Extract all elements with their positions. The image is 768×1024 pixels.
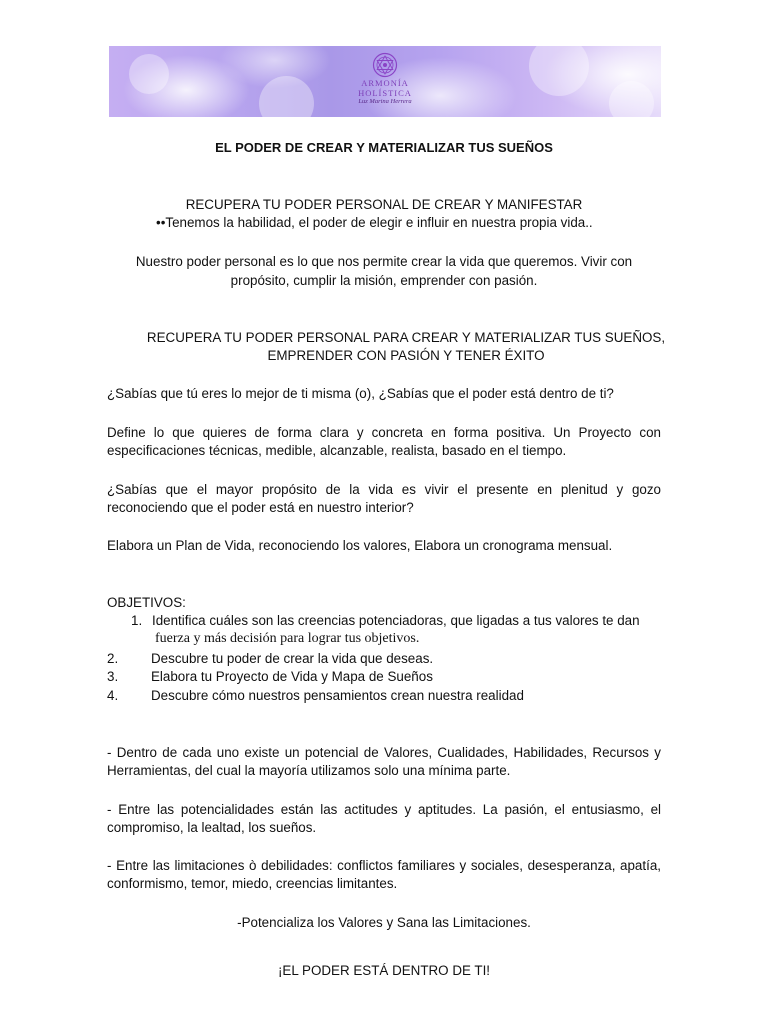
logo-signature: Luz Marina Herrera — [358, 98, 412, 105]
objective-text: Descubre tu poder de crear la vida que deseas. — [151, 651, 434, 666]
objective-item — [0, 668, 768, 686]
logo-title-line1: ARMONÍA — [361, 78, 409, 88]
paragraph-1: ¿Sabías que tú eres lo mejor de ti misma (o), ¿Sabías que el poder está dentro de ti? — [107, 386, 614, 401]
document-title: EL PODER DE CREAR Y MATERIALIZAR TUS SUEÑOS — [215, 140, 553, 155]
detail-paragraph-1: - Dentro de cada uno existe un potencial de Valores, Cualidades, Habilidades, Recursos y Herramientas, del cual la mayoría utilizamos solo una mínima parte. — [107, 745, 661, 778]
section2-heading-line2: EMPRENDER CON PASIÓN Y TENER ÉXITO — [267, 348, 545, 363]
brand-logo — [349, 52, 421, 114]
objective-text: Elabora tu Proyecto de Vida y Mapa de Sueños — [151, 669, 433, 684]
objective-item — [0, 687, 768, 705]
objective-text-continuation: fuerza y más decisión para lograr tus objetivos. — [155, 631, 420, 646]
objective-number: 1. — [131, 613, 143, 628]
sacred-geometry-icon — [372, 52, 398, 78]
detail-paragraph-2: - Entre las potencialidades están las actitudes y aptitudes. La pasión, el entusiasmo, el compromiso, la lealtad, los sueños. — [107, 802, 661, 835]
section1-bullet-line: ••Tenemos la habilidad, el poder de elegir e influir en nuestra propia vida.. — [156, 215, 593, 230]
section1-paragraph-line2: propósito, cumplir la misión, emprender con pasión. — [230, 273, 538, 288]
objective-item — [0, 650, 768, 668]
paragraph-3: ¿Sabías que el mayor propósito de la vida es vivir el presente en plenitud y gozo reconociendo que el poder está en nuestro interior? — [107, 482, 661, 515]
closing-line-1: -Potencializa los Valores y Sana las Limitaciones. — [237, 915, 531, 930]
objective-text: Descubre cómo nuestros pensamientos crean nuestra realidad — [151, 688, 524, 703]
objective-number: 3. — [107, 669, 119, 684]
objective-text: Identifica cuáles son las creencias potenciadoras, que ligadas a tus valores te dan — [152, 613, 640, 628]
bokeh-decoration — [529, 46, 589, 96]
bokeh-decoration — [259, 76, 314, 117]
bokeh-decoration — [609, 81, 654, 117]
objectives-label: OBJETIVOS: — [107, 595, 186, 610]
header-banner — [109, 46, 661, 117]
paragraph-4: Elabora un Plan de Vida, reconociendo los valores, Elabora un cronograma mensual. — [107, 538, 613, 553]
section1-paragraph-line1: Nuestro poder personal es lo que nos permite crear la vida que queremos. Vivir con — [135, 254, 633, 269]
objective-number: 4. — [107, 688, 119, 703]
logo-title-line2: HOLÍSTICA — [358, 88, 412, 98]
detail-paragraph-3: - Entre las limitaciones ò debilidades: conflictos familiares y sociales, desesperanza, apatía, conformismo, temor, miedo, creencias limitantes. — [107, 858, 661, 891]
paragraph-2: Define lo que quieres de forma clara y concreta en forma positiva. Un Proyecto con especificaciones técnicas, medible, alcanzable, realista, basado en el tiempo. — [107, 425, 661, 458]
closing-line-2: ¡EL PODER ESTÁ DENTRO DE TI! — [277, 963, 491, 978]
section2-heading-line1: RECUPERA TU PODER PERSONAL PARA CREAR Y MATERIALIZAR TUS SUEÑOS, — [146, 330, 666, 345]
bokeh-decoration — [129, 54, 169, 94]
objective-item — [0, 612, 768, 630]
section1-heading: RECUPERA TU PODER PERSONAL DE CREAR Y MANIFESTAR — [185, 197, 583, 212]
objective-number: 2. — [107, 651, 119, 666]
